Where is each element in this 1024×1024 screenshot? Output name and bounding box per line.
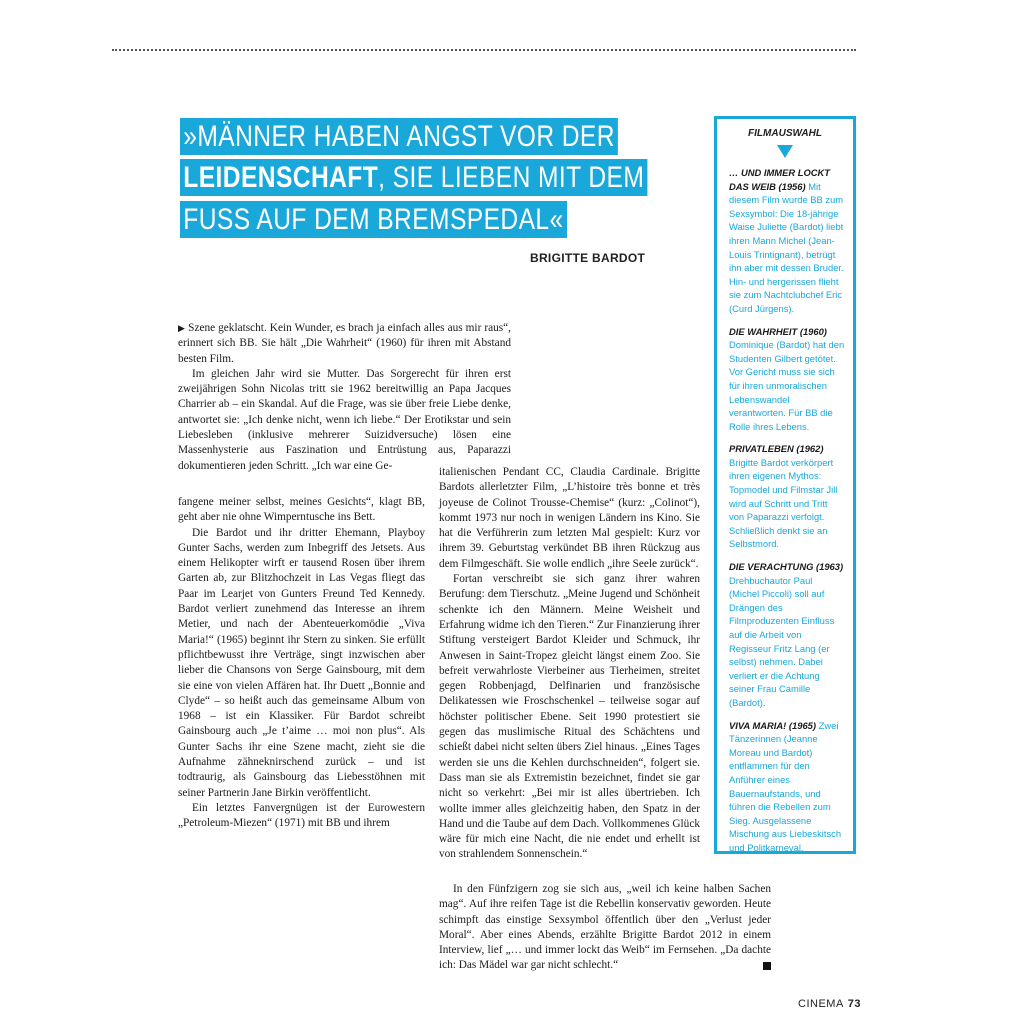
top-dotted-rule	[112, 49, 856, 51]
paragraph: fangene meiner selbst, meines Gesichts“, klagt BB, geht aber nie ohne Wimperntusche ins Bett.	[178, 496, 425, 524]
paragraph-text: In den Fünfzigern zog sie sich aus, „weil ich keine halben Sachen mag“. Auf ihre reifen Tage ist die Rebellin konservativ geworden. Heute schimpft das einstige Sexsymbol öffentlich über den „Verlust jeder Moral“. Aber eines Abends, erzählte Brigitte Bardot 2012 in einem Interview, lief „… und immer lockt das Weib“ im Fernsehen. „Da dachte ich: Das Mädel war gar nicht schlecht.“	[439, 883, 771, 972]
film-entry	[729, 166, 845, 316]
paragraph-text: Szene geklatscht. Kein Wunder, es brach ja einfach alles aus mir raus“, erinnert sich BB. Sie hält „Die Wahrheit“ (1960) für ihren mit Abstand besten Film.	[178, 322, 512, 365]
film-description: Dominique (Bardot) hat den Studenten Gilbert getötet. Vor Gericht muss sie sich für ihren unmoralischen Lebenswandel verantworten. Für BB die Rolle ihres Lebens.	[729, 339, 845, 432]
paragraph: Die Bardot und ihr dritter Ehemann, Playboy Gunter Sachs, werden zum Inbegriff des Jetsets. Aus einem Helikopter wirft er tausend Rosen über ihrem Garten ab, zur Blitzhochzeit in Las Vegas fliegt das Paar im Learjet von Gunters Freund Ted Kennedy. Bardot verliert zunehmend das Interesse an ihrem Metier, und nach der Abenteuerkomödie „Viva Maria!“ (1965) beginnt ihr Stern zu sinken. Sie erfüllt pflichtbewusst ihre Verträge, singt inzwischen aber lieber die Chansons von Serge Gainsbourg, mit dem sie eine von vielen Affären hat. Ihr Duett „Bonnie and Clyde“ – so heißt auch das gemeinsame Album von 1968 – ist ein Klassiker. Für Bardot schreibt Gainsbourg auch „Je t’aime … moi non plus“. Als Gunter Sachs ihr eine Szene macht, zieht sie die Aufnahme zähneknirschend zurück – und ist todtraurig, als Gainsbourg das Liebesstöhnen mit seiner Partnerin Jane Birkin veröffentlicht.	[178, 526, 425, 799]
sidebar-heading: FILMAUSWAHL	[748, 128, 822, 139]
pull-quote-text-2: , SIE LIEBEN MIT DEM	[378, 161, 645, 194]
article-column-4	[439, 882, 771, 974]
film-description: Drehbuchautor Paul (Michel Piccoli) soll auf Drängen des Filmproduzenten Einfluss auf die Arbeit von Regisseur Fritz Lang (er selbst) nehmen. Dabei verliert er die Achtung seiner Frau Camille (Bardot).	[729, 574, 835, 708]
paragraph: Im gleichen Jahr wird sie Mutter. Das Sorgerecht für ihren erst zweijährigen Sohn Nicolas tritt sie 1962 bereitwillig an Papa Jacques Charrier ab – ein Skandal. Auf die Frage, was sie über freie Liebe denke, antwortet sie: „Ich denke nicht, wenn ich liebe.“ Der Erotikstar und sein Liebesleben (inklusive mehrerer Suizidversuche) lösen eine Massenhysterie aus Faszination und Entrüstung aus, Paparazzi dokumentieren jeden Schritt. „Ich war eine Ge-	[178, 367, 511, 472]
paragraph: Ein letztes Fanvergnügen ist der Eurowestern „Petroleum-Miezen“ (1971) mit BB und ihrem	[178, 801, 425, 830]
magazine-name: CINEMA	[798, 998, 844, 1010]
film-title: DIE VERACHTUNG (1963)	[729, 561, 844, 573]
film-description: Mit diesem Film wurde BB zum Sexsymbol: Die 18-jährige Waise Juliette (Bardot) liebt ihren Mann Michel (Jean-Louis Trintignant), betrügt ihn aber mit dessen Bruder. Hin- und hergerissen flieht sie zum Nachtclubchef Eric (Curd Jürgens).	[729, 180, 844, 314]
film-title: DIE WAHRHEIT (1960)	[729, 325, 827, 337]
pull-quote-line-1	[180, 118, 618, 155]
pull-quote-text-3: FUSS AUF DEM BREMSPEDAL«	[183, 203, 564, 236]
triangle-bullet-icon: ▶	[178, 323, 186, 333]
page-footer	[798, 998, 861, 1010]
down-arrow-icon	[777, 145, 793, 158]
pull-quote-emphasis: LEIDENSCHAFT	[183, 161, 379, 194]
end-mark-icon	[763, 962, 771, 970]
film-title: … UND IMMER LOCKT DAS WEIB (1956)	[729, 167, 831, 192]
film-description: Zwei Tänzerinnen (Jeanne Moreau und Bardot) entflammen für den Anführer eines Bauernaufstands, und führen die Rebellen zum Sieg. Ausgelassene Mischung aus Liebeskitsch und Politkarneval.	[729, 719, 842, 853]
paragraph	[178, 321, 511, 367]
film-selection-box	[714, 116, 856, 854]
paragraph: italienischen Pendant CC, Claudia Cardinale. Brigitte Bardots allerletzter Film, „L’histoire très bonne et très joyeuse de Colinot Trousse-Chemise“ (kurz: „Colinot“), kommt 1973 nur noch in wenigen Ländern ins Kino. Sie hat die Verführerin zum letzten Mal gespielt: Kurz vor ihrem 39. Geburtstag verkündet BB ihren Rückzug aus dem Filmgeschäft. Sie wolle endlich „ihre Seele zurück“.	[439, 466, 700, 570]
article-column-2	[178, 495, 425, 832]
film-entry	[729, 719, 845, 855]
page-number: 73	[847, 998, 862, 1010]
quote-author: BRIGITTE BARDOT	[530, 251, 646, 265]
article-column-3	[439, 465, 700, 863]
pull-quote-line-2	[180, 159, 648, 196]
film-title: PRIVATLEBEN (1962)	[729, 443, 824, 455]
film-title: VIVA MARIA! (1965)	[729, 719, 816, 731]
article-column-1	[178, 321, 511, 474]
paragraph: Fortan verschreibt sie sich ganz ihrer wahren Berufung: dem Tierschutz. „Meine Jugend und Schönheit schenkte ich den Männern. Meine Weisheit und Erfahrung widme ich den Tieren.“ Zur Finanzierung ihrer Stiftung versteigert Bardot Kleider und Schmuck, ihr Anwesen in Saint-Tropez gleicht längst einem Zoo. Sie befreit verwahrloste Vierbeiner aus Tierheimen, streitet gegen Robbenjagd, Delfinarien und französische Delikatessen wie Froschschenkel – teilweise sogar auf höchster politischer Ebene. Seit 1990 protestiert sie gegen das muslimische Ritual des Schächtens und schießt dabei nicht selten übers Ziel hinaus. „Eines Tages werden sie uns die Kehlen durchschneiden“, folgert sie. Dass man sie als Extremistin bezeichnet, findet sie gar nicht so verkehrt: „Bei mir ist alles übertrieben. Ich wollte immer alles gleichzeitig haben, den Spatz in der Hand und die Taube auf dem Dach. Vollkommenes Glück wäre für mich eine Nacht, die nie endet und erhellt ist von strahlendem Sonnenschein.“	[439, 573, 700, 861]
pull-quote-text-1: »MÄNNER HABEN ANGST VOR DER	[183, 120, 615, 153]
paragraph	[439, 882, 771, 974]
film-description: Brigitte Bardot verkörpert ihren eigenen Mythos: Topmodel und Filmstar Jill wird auf Schritt und Tritt von Paparazzi verfolgt. Schließlich denkt sie an Selbstmord.	[729, 456, 838, 550]
film-entry	[729, 442, 845, 551]
film-entry	[729, 560, 845, 710]
film-entry	[729, 325, 845, 434]
pull-quote-line-3	[180, 201, 567, 238]
